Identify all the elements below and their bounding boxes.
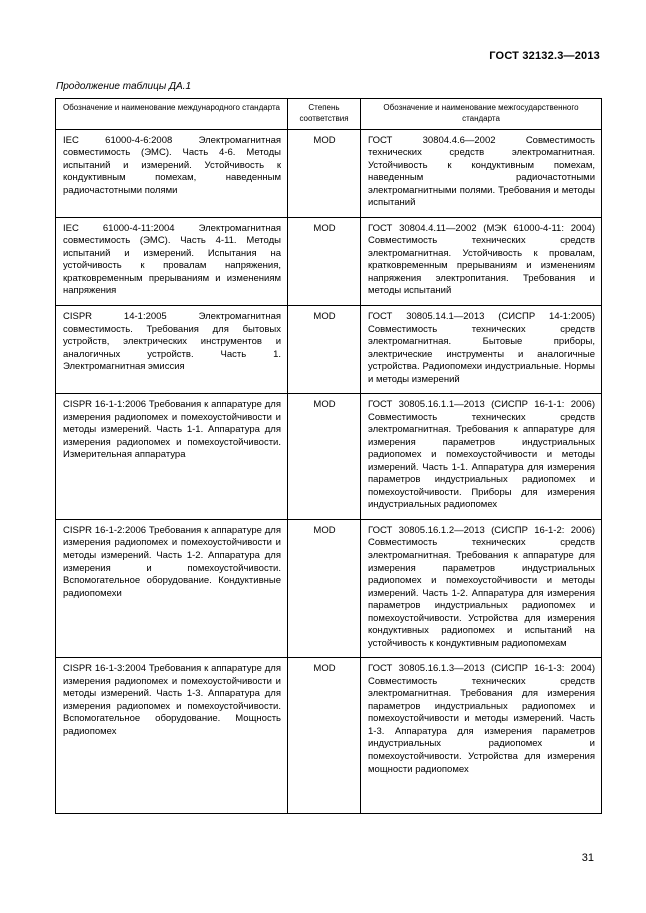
conformity-cell: MOD [288,519,361,657]
interstate-standard-cell: ГОСТ 30805.16.1.3—2013 (СИСПР 16-1-3: 2004) Совместимость технических средств электромагнитная. Требования для измерения параметров индустриальных радиопомех и помехоустойчивости и методы измерений. Часть 1-3. Аппаратура для измерения параметров индустриальных радиопомех и помехоустойчивости. Устройства для измерения мощности радиопомех [361,658,602,814]
interstate-standard-cell: ГОСТ 30804.4.6—2002 Совместимость технических средств электромагнитная. Устойчивость к кондуктивным помехам, наведенным радиочастотными электромагнитными полями. Требования и методы испытаний [361,129,602,217]
conformity-cell: MOD [288,658,361,814]
document-number: ГОСТ 32132.3—2013 [489,50,600,62]
table-row [56,658,602,814]
header-international-standard: Обозначение и наименование международного стандарта [56,99,288,130]
header-conformity-degree: Степень соответствия [288,99,361,130]
interstate-standard-cell: ГОСТ 30805.16.1.2—2013 (СИСПР 16-1-2: 2006) Совместимость технических средств электромагнитная. Требования к аппаратуре для измерения параметров индустриальных радиопомех и помехоустойчивости и методы измерений. Часть 1-2. Аппаратура для измерения параметров индустриальных радиопомех и помехоустойчивости. Устройства для измерения кондуктивных радиопомех и испытаний на устойчивость к кондуктивным радиопомехам [361,519,602,657]
conformity-cell: MOD [288,129,361,217]
table-header-row [56,99,602,130]
international-standard-cell: CISPR 16-1-1:2006 Требования к аппаратуре для измерения радиопомех и помехоустойчивости и методы измерений. Часть 1-1. Аппаратура для измерения радиопомех и помехоустойчивости. Измерительная аппаратура [56,394,288,520]
international-standard-cell: CISPR 16-1-3:2004 Требования к аппаратуре для измерения радиопомех и помехоустойчивости и методы измерений. Часть 1-3. Аппаратура для измерения радиопомех и помехоустойчивости. Вспомогательное оборудование. Мощность радиопомех [56,658,288,814]
conformity-cell: MOD [288,217,361,305]
standards-table [55,98,602,814]
international-standard-cell: IEC 61000-4-11:2004 Электромагнитная совместимость (ЭМС). Часть 4-11. Методы испытаний и измерений. Испытания на устойчивость к провалам напряжения, кратковременным прерываниям и изменениям напряжения [56,217,288,305]
table-row [56,217,602,305]
international-standard-cell: CISPR 16-1-2:2006 Требования к аппаратуре для измерения радиопомех и помехоустойчивости и методы измерений. Часть 1-2. Аппаратура для измерения и помехоустойчивости. Вспомогательное оборудование. Кондуктивные радиопомехи [56,519,288,657]
table-row [56,394,602,520]
international-standard-cell: IEC 61000-4-6:2008 Электромагнитная совместимость (ЭМС). Часть 4-6. Методы испытаний и измерений. Устойчивость к кондуктивным помехам, наведенным радиочастотными полями [56,129,288,217]
page-number: 31 [581,852,594,864]
table-row [56,129,602,217]
interstate-standard-cell: ГОСТ 30805.16.1.1—2013 (СИСПР 16-1-1: 2006) Совместимость технических средств электромагнитная. Требования к аппаратуре для измерения параметров индустриальных радиопомех и помехоустойчивости и методы измерений. Часть 1-1. Аппаратура для измерения параметров индустриальных радиопомех и помехоустойчивости. Приборы для измерения индустриальных радиопомех [361,394,602,520]
table-row [56,519,602,657]
interstate-standard-cell: ГОСТ 30804.4.11—2002 (МЭК 61000-4-11: 2004) Совместимость технических средств электромагнитная. Устойчивость к провалам, кратковременным прерываниям и изменениям напряжения электропитания. Требования и методы испытаний [361,217,602,305]
international-standard-cell: CISPR 14-1:2005 Электромагнитная совместимость. Требования для бытовых устройств, электрических инструментов и аналогичных устройств. Часть 1. Электромагнитная эмиссия [56,305,288,393]
conformity-cell: MOD [288,305,361,393]
interstate-standard-cell: ГОСТ 30805.14.1—2013 (СИСПР 14-1:2005) Совместимость технических средств электромагнитная. Бытовые приборы, электрические инструменты и аналогичные устройства. Радиопомехи индустриальные. Нормы и методы измерений [361,305,602,393]
table-row [56,305,602,393]
conformity-cell: MOD [288,394,361,520]
header-interstate-standard: Обозначение и наименование межгосударственного стандарта [361,99,602,130]
table-caption: Продолжение таблицы ДА.1 [56,81,192,92]
